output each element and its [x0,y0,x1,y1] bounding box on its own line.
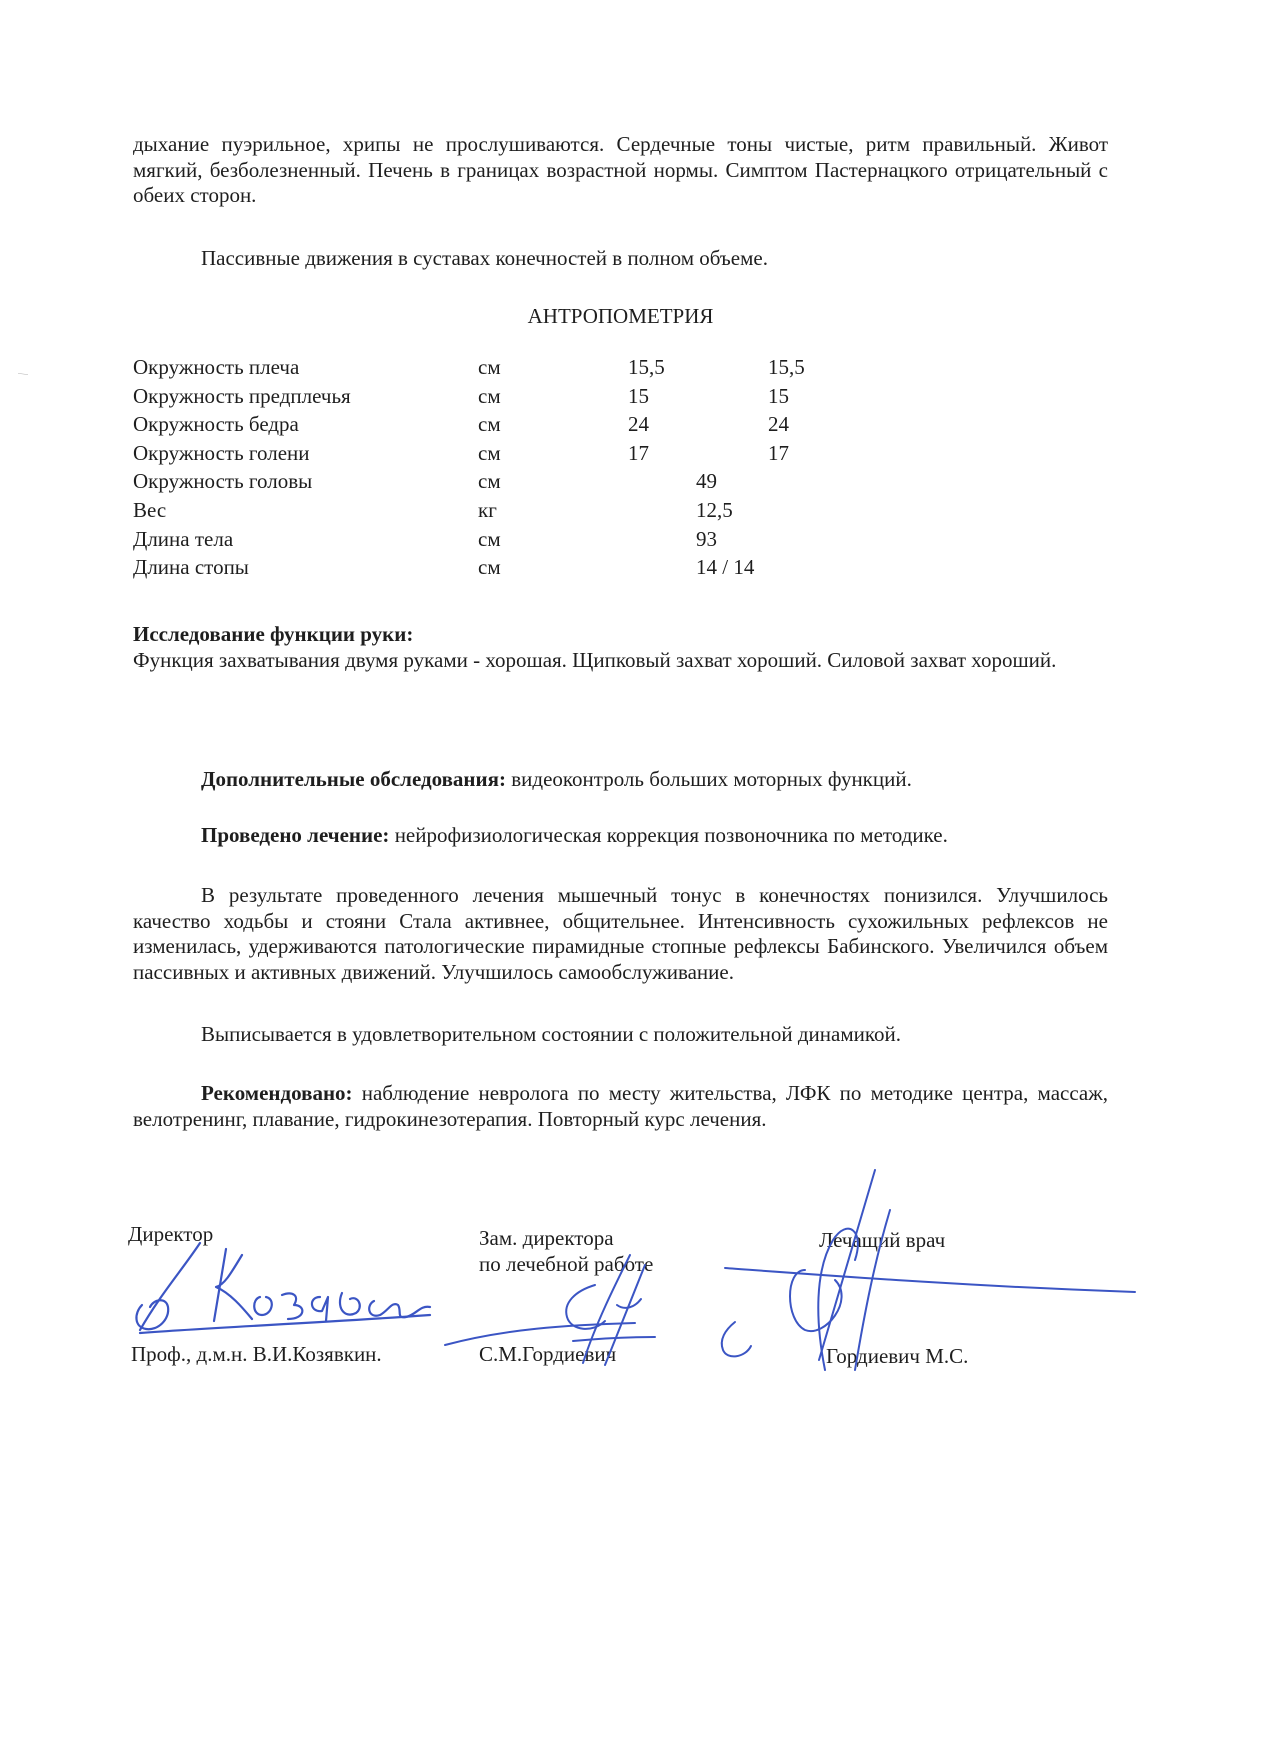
hand-function-heading: Исследование функции руки: [133,622,414,646]
measurement-unit: см [478,440,501,465]
hand-function-text: Функция захватывания двумя руками - хорошая. Щипковый захват хороший. Силовой захват хороший. [133,647,1057,672]
measurement-label: Окружность головы [133,469,313,494]
anthropometry-row [133,555,968,584]
measurement-value: 49 [696,469,717,494]
deputy-title-line2: по лечебной работе [479,1252,654,1276]
additional-exams-line [133,767,1108,793]
measurement-left-value: 15 [628,383,649,408]
measurement-left-value: 17 [628,440,649,465]
measurement-right-value: 15,5 [768,355,805,379]
measurement-value: 12,5 [696,497,733,522]
measurement-left-value: 15,5 [628,355,665,379]
measurement-label: Окружность голени [133,440,310,465]
director-title: Директор [128,1222,214,1246]
recommendation-label: Рекомендовано: [201,1081,353,1105]
treatment-text: нейрофизиологическая коррекция позвоночника по методике. [394,823,948,847]
measurement-label: Длина тела [133,526,234,551]
anthropometry-title: АНТРОПОМЕТРИЯ [527,304,714,328]
anthropometry-row [133,384,968,413]
anthropometry-row [133,355,968,384]
measurement-right-value: 24 [768,412,789,437]
anthropometry-row [133,469,968,498]
measurement-label: Длина стопы [133,555,249,580]
doctor-signature [715,1170,1145,1407]
measurement-unit: см [478,526,501,551]
anthropometry-row [133,527,968,556]
treatment-label: Проведено лечение: [201,823,390,847]
anthropometry-row [133,498,968,527]
treatment-line [133,823,1108,849]
doctor-title: Лечащий врач [819,1228,946,1252]
additional-exams-text: видеоконтроль больших моторных функций. [511,767,912,791]
scan-mark [8,373,38,375]
measurement-right-value: 15 [768,383,789,408]
measurement-unit: см [478,355,501,379]
measurement-value: 93 [696,526,717,551]
measurement-value: 14 / 14 [696,555,755,580]
deputy-title-line1: Зам. директора [479,1226,614,1250]
measurement-label: Окружность предплечья [133,383,351,408]
anthropometry-row [133,441,968,470]
additional-exams-label: Дополнительные обследования: [201,767,506,791]
exam-findings-paragraph: дыхание пуэрильное, хрипы не прослушиваются. Сердечные тоны чистые, ритм правильный. Живот мягкий, безболезненный. Печень в границах возрастной нормы. Симптом Пастернацкого отрицательный с обеих сторон. [133,132,1108,207]
measurement-unit: см [478,412,501,437]
deputy-name: С.М.Гордиевич [479,1342,617,1366]
deputy-signature [445,1245,695,1382]
anthropometry-row [133,412,968,441]
measurement-right-value: 17 [768,440,789,465]
measurement-label: Окружность плеча [133,355,300,379]
director-name: Проф., д.м.н. В.И.Козявкин. [131,1342,382,1366]
measurement-unit: см [478,555,501,580]
director-signature [130,1235,450,1352]
recommendation-paragraph [133,1081,1108,1132]
hand-function-section [133,622,1108,673]
doctor-name: Гордиевич М.С. [826,1344,969,1368]
measurement-unit: кг [478,497,497,522]
measurement-label: Окружность бедра [133,412,299,437]
measurement-left-value: 24 [628,412,649,437]
measurement-unit: см [478,383,501,408]
measurement-label: Вес [133,497,167,522]
discharge-text: Выписывается в удовлетворительном состоянии с положительной динамикой. [201,1022,901,1046]
measurement-unit: см [478,469,501,494]
passive-movements-text: Пассивные движения в суставах конечностей в полном объеме. [201,246,768,270]
treatment-result-paragraph: В результате проведенного лечения мышечный тонус в конечностях понизился. Улучшилось качество ходьбы и стояни Стала активнее, общительнее. Интенсивность сухожильных рефлексов не изменилась, удерживаются патологические пирамидные стопные рефлексы Бабинского. Увеличился объем пассивных и активных движений. Улучшилось самообслуживание. [133,883,1108,984]
anthropometry-table [133,355,968,584]
recommendation-text: наблюдение невролога по месту жительства, ЛФК по методике центра, массаж, велотренинг, плавание, гидрокинезотерапия. Повторный курс лечения. [133,1081,1108,1131]
